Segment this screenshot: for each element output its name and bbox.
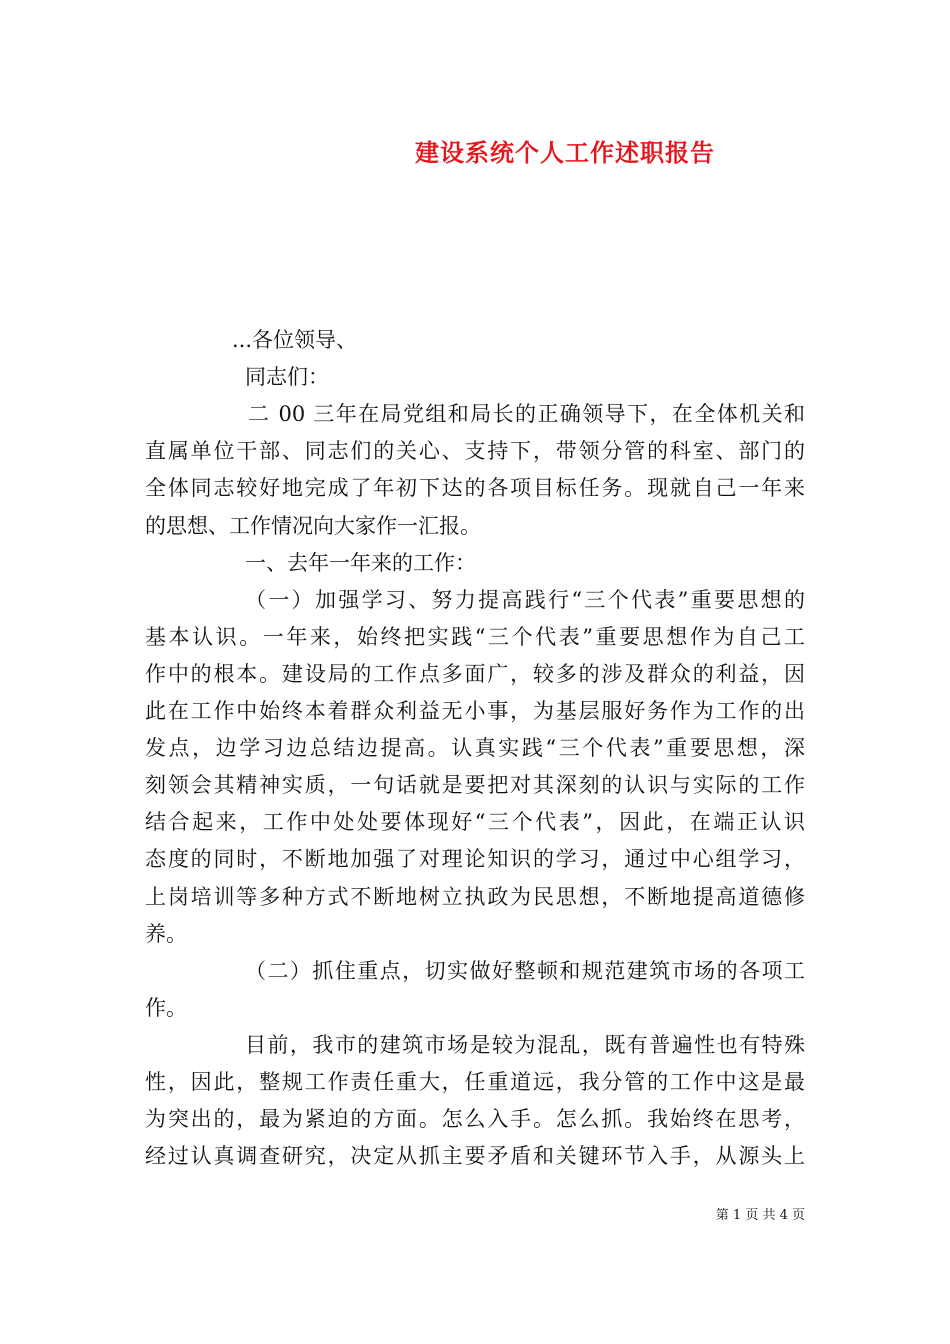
text-line: 养。 (145, 921, 187, 946)
text-line: 目前，我市的建筑市场是较为混乱，既有普遍性也有特殊 (245, 1032, 805, 1057)
text-line: 上岗培训等多种方式不断地树立执政为民思想，不断地提高道德修 (145, 884, 805, 909)
text-line: 结合起来，工作中处处要体现好“三个代表”，因此，在端正认识 (145, 810, 805, 835)
text-line: 直属单位干部、同志们的关心、支持下，带领分管的科室、部门的 (145, 439, 805, 464)
text-line: 作中的根本。建设局的工作点多面广，较多的涉及群众的利益，因 (145, 661, 805, 686)
text-line: 的思想、工作情况向大家作一汇报。 (145, 513, 481, 538)
document-title: 建设系统个人工作述职报告 (415, 138, 715, 167)
text-line: 同志们： (245, 365, 329, 390)
text-line: 刻领会其精神实质，一句话就是要把对其深刻的认识与实际的工作 (145, 773, 805, 798)
text-line: 全体同志较好地完成了年初下达的各项目标任务。现就自己一年来 (145, 476, 805, 501)
text-line: （二）抓住重点，切实做好整顿和规范建筑市场的各项工 (245, 958, 805, 983)
text-line: 此在工作中始终本着群众利益无小事，为基层服好务作为工作的出 (145, 699, 805, 723)
text-line: 发点，边学习边总结边提高。认真实践“三个代表”重要思想，深 (145, 736, 805, 761)
text-line: 为突出的，最为紧迫的方面。怎么入手。怎么抓。我始终在思考， (145, 1107, 805, 1132)
text-line: 二 00 三年在局党组和局长的正确领导下，在全体机关和 (248, 402, 805, 427)
text-line: 性，因此，整规工作责任重大，任重道远，我分管的工作中这是最 (145, 1070, 805, 1094)
text-line: 经过认真调查研究，决定从抓主要矛盾和关键环节入手，从源头上 (145, 1144, 805, 1169)
page-footer: 第 1 页 共 4 页 (715, 1208, 805, 1223)
text-line: 基本认识。一年来，始终把实践“三个代表”重要思想作为自己工 (145, 624, 805, 649)
text-line: 作。 (145, 995, 187, 1020)
text-line: ...各位领导、 (232, 328, 358, 352)
text-line: 一、去年一年来的工作： (245, 550, 476, 575)
text-line: （一）加强学习、努力提高践行“三个代表”重要思想的 (245, 587, 805, 612)
text-line: 态度的同时，不断地加强了对理论知识的学习，通过中心组学习， (145, 847, 805, 872)
